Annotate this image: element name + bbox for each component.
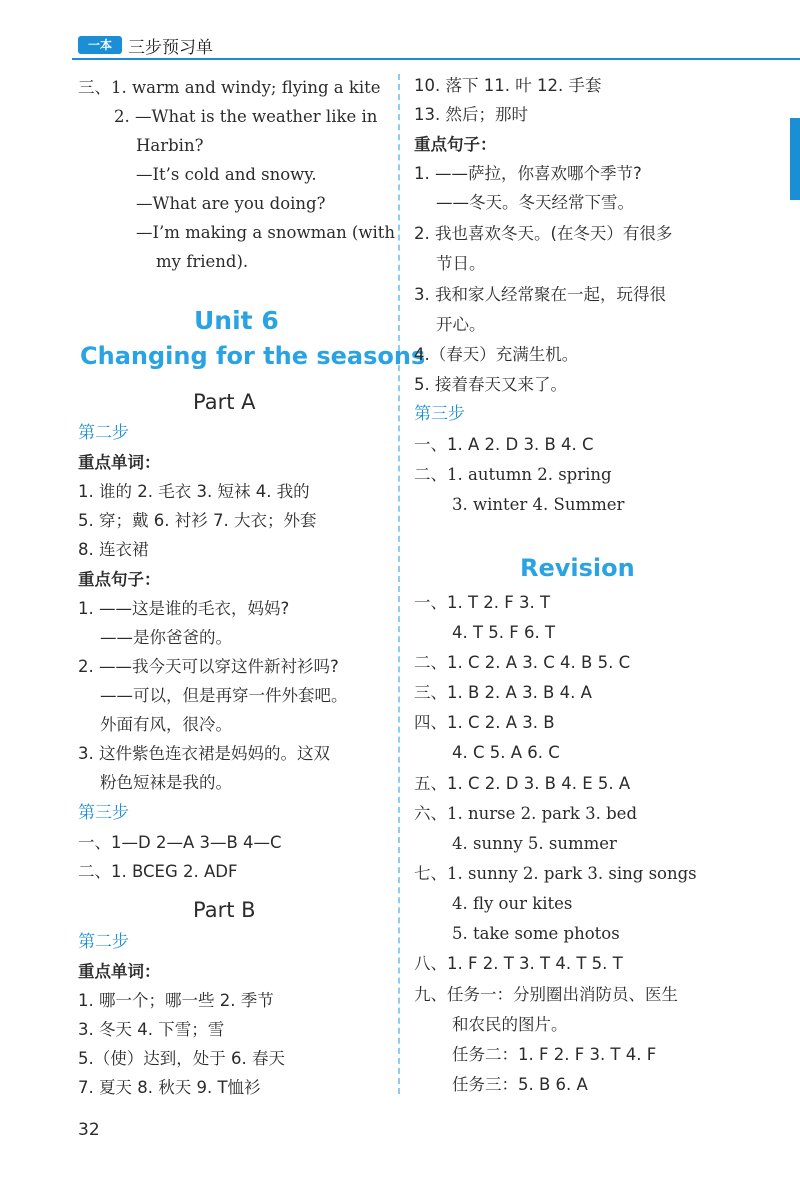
answer-line: 5.（使）达到，处于 6. 春天 xyxy=(78,1049,285,1068)
answer-line: 8. 连衣裙 xyxy=(78,540,149,559)
answer-line: —It’s cold and snowy. xyxy=(136,165,317,184)
part-heading: Part B xyxy=(193,898,256,922)
step-heading: 第三步 xyxy=(78,803,129,823)
answer-line: 节日。 xyxy=(436,254,486,273)
answer-line: 4. T 5. F 6. T xyxy=(452,623,556,642)
answer-line: 13. 然后；那时 xyxy=(414,105,528,124)
answer-line: 5. 穿；戴 6. 衬衫 7. 大衣；外套 xyxy=(78,511,317,530)
answer-line: 1. ——这是谁的毛衣，妈妈? xyxy=(78,599,290,618)
answer-line: 开心。 xyxy=(436,315,486,334)
part-heading: Part A xyxy=(193,390,256,414)
answer-line: 7. 夏天 8. 秋天 9. T恤衫 xyxy=(78,1078,261,1097)
answer-line: ——可以，但是再穿一件外套吧。 xyxy=(100,686,348,705)
page-number: 32 xyxy=(78,1120,100,1140)
series-logo: 一本 xyxy=(78,36,122,54)
answer-line: 二、1. C 2. A 3. C 4. B 5. C xyxy=(414,653,631,672)
answer-line: 九、任务一：分别圈出消防员、医生 xyxy=(414,985,678,1004)
page-header xyxy=(0,0,800,60)
answer-line: 4. C 5. A 6. C xyxy=(452,743,560,762)
edge-tab xyxy=(790,118,800,200)
answer-line: 一、1. T 2. F 3. T xyxy=(414,593,551,612)
section-label: 重点句子： xyxy=(78,570,161,589)
answer-line: 2. ——我今天可以穿这件新衬衫吗? xyxy=(78,657,339,676)
answer-line: 4.（春天）充满生机。 xyxy=(414,345,579,364)
answer-line: 二、1. BCEG 2. ADF xyxy=(78,862,238,881)
answer-line: 3. 冬天 4. 下雪；雪 xyxy=(78,1020,225,1039)
series-title: 三步预习单 xyxy=(128,38,213,58)
answer-line: 三、1. warm and windy; flying a kite xyxy=(78,78,381,97)
unit-number: Unit 6 xyxy=(194,306,279,335)
answer-line: 3. winter 4. Summer xyxy=(452,495,625,514)
answer-line: Harbin? xyxy=(136,136,204,155)
answer-line: 任务二：1. F 2. F 3. T 4. F xyxy=(452,1045,657,1064)
answer-line: 粉色短袜是我的。 xyxy=(100,773,232,792)
answer-line: —I’m making a snowman (with xyxy=(136,223,396,242)
header-rule xyxy=(72,58,800,60)
answer-line: —What are you doing? xyxy=(136,194,326,213)
step-heading: 第三步 xyxy=(414,404,465,424)
answer-line: 五、1. C 2. D 3. B 4. E 5. A xyxy=(414,774,631,793)
answer-line: 4. sunny 5. summer xyxy=(452,834,617,853)
answer-line: ——冬天。冬天经常下雪。 xyxy=(436,193,634,212)
column-divider xyxy=(398,74,400,1094)
answer-line: 1. 谁的 2. 毛衣 3. 短袜 4. 我的 xyxy=(78,482,310,501)
answer-line: 5. 接着春天又来了。 xyxy=(414,375,567,394)
step-heading: 第二步 xyxy=(78,932,129,952)
answer-line: 3. 这件紫色连衣裙是妈妈的。这双 xyxy=(78,744,330,763)
answer-line: 七、1. sunny 2. park 3. sing songs xyxy=(414,864,697,883)
answer-line: 外面有风，很冷。 xyxy=(100,715,232,734)
answer-line: 六、1. nurse 2. park 3. bed xyxy=(414,804,637,823)
answer-line: my friend). xyxy=(156,252,249,271)
answer-line: ——是你爸爸的。 xyxy=(100,628,232,647)
answer-line: 4. fly our kites xyxy=(452,894,573,913)
answer-line: 10. 落下 11. 叶 12. 手套 xyxy=(414,76,602,95)
answer-line: 1. 哪一个；哪一些 2. 季节 xyxy=(78,991,274,1010)
section-label: 重点句子： xyxy=(414,135,497,154)
answer-line: 2. —What is the weather like in xyxy=(114,107,378,126)
answer-line: 和农民的图片。 xyxy=(452,1015,568,1034)
answer-line: 三、1. B 2. A 3. B 4. A xyxy=(414,683,592,702)
revision-title: Revision xyxy=(520,554,635,582)
answer-line: 1. ——萨拉，你喜欢哪个季节? xyxy=(414,164,642,183)
answer-line: 5. take some photos xyxy=(452,924,620,943)
step-heading: 第二步 xyxy=(78,423,129,443)
answer-line: 一、1. A 2. D 3. B 4. C xyxy=(414,435,594,454)
answer-line: 四、1. C 2. A 3. B xyxy=(414,713,555,732)
section-label: 重点单词： xyxy=(78,962,161,981)
answer-line: 一、1—D 2—A 3—B 4—C xyxy=(78,833,282,852)
answer-line: 八、1. F 2. T 3. T 4. T 5. T xyxy=(414,954,623,973)
unit-title: Changing for the seasons xyxy=(80,342,426,370)
answer-line: 二、1. autumn 2. spring xyxy=(414,465,612,484)
answer-line: 3. 我和家人经常聚在一起，玩得很 xyxy=(414,285,666,304)
answer-line: 任务三：5. B 6. A xyxy=(452,1075,588,1094)
section-label: 重点单词： xyxy=(78,453,161,472)
answer-line: 2. 我也喜欢冬天。(在冬天）有很多 xyxy=(414,224,673,243)
